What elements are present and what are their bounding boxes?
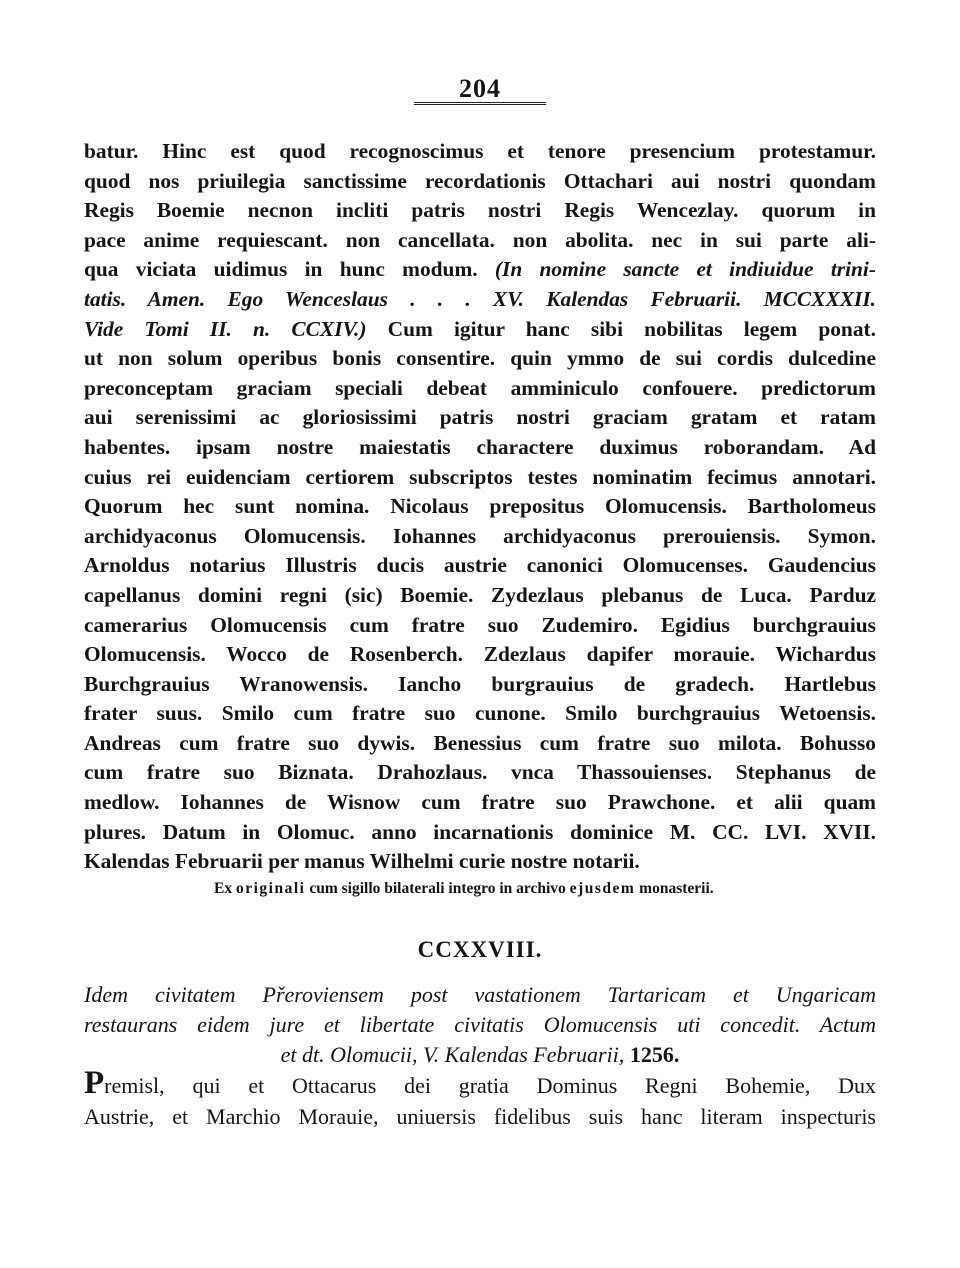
summary-line xyxy=(84,1040,876,1070)
header-rule xyxy=(414,102,546,107)
opening-line: Austrie, et Marchio Morauie, uniuersis fidelibus suis hanc literam inspecturis xyxy=(84,1104,876,1129)
text-line: preconceptam graciam speciali debeat amminiculo confouere. predictorum xyxy=(84,375,876,400)
summary-text: et dt. Olomucii, V. Kalendas Februarii, xyxy=(280,1041,625,1067)
source-note-spaced: originali xyxy=(235,880,306,897)
text-segment: qua viciata uidimus in hunc modum. xyxy=(84,257,478,282)
text-line: ut non solum operibus bonis consentire. quin ymmo de sui cordis dulcedine xyxy=(84,346,876,371)
italic-citation: Vide Tomi II. n. CCXIV.) xyxy=(84,316,367,341)
text-line: capellanus domini regni (sic) Boemie. Zydezlaus plebanus de Luca. Parduz xyxy=(84,582,876,607)
text-line xyxy=(84,255,876,285)
text-line: habentes. ipsam nostre maiestatis charactere duximus roborandam. Ad xyxy=(84,434,876,459)
source-note-text: cum sigillo bilaterali integro in archivo xyxy=(309,880,566,897)
drop-capital: P xyxy=(84,1065,105,1101)
text-line: Burchgrauius Wranowensis. Iancho burgrauius de gradech. Hartlebus xyxy=(84,671,876,696)
text-line: frater suus. Smilo cum fratre suo cunone. Smilo burchgrauius Wetoensis. xyxy=(84,701,876,726)
summary-line: Idem civitatem Přeroviensem post vastationem Tartaricam et Ungaricam xyxy=(84,982,876,1007)
text-line: cum fratre suo Biznata. Drahozlaus. vnca Thassouienses. Stephanus de xyxy=(84,760,876,785)
opening-text: remisl, qui et Ottacarus dei gratia Dominus Regni Bohemie, Dux xyxy=(104,1073,876,1098)
text-segment: Cum igitur hanc sibi nobilitas legem ponat. xyxy=(387,316,876,341)
text-line: Arnoldus notarius Illustris ducis austrie canonici Olomucenses. Gaudencius xyxy=(84,553,876,578)
text-line: cuius rei euidenciam certiorem subscriptos testes nominatim fecimus annotari. xyxy=(84,464,876,489)
text-line: aui serenissimi ac gloriosissimi patris nostri graciam gratam et ratam xyxy=(84,405,876,430)
source-note-text: Ex xyxy=(214,880,233,897)
text-line: pace anime requiescant. non cancellata. non abolita. nec in sui parte ali- xyxy=(84,227,876,252)
text-line: Kalendas Februarii per manus Wilhelmi curie nostre notarii. xyxy=(84,849,640,874)
source-note-spaced: ejusdem xyxy=(569,880,636,897)
source-note xyxy=(214,880,854,898)
text-line: batur. Hinc est quod recognoscimus et tenore presencium protestamur. xyxy=(84,139,876,163)
text-line: Regis Boemie necnon incliti patris nostri Regis Wencezlay. quorum in xyxy=(84,198,876,223)
italic-citation: (In nomine sancte et indiuidue trini- xyxy=(494,257,876,282)
charter-opening xyxy=(84,1065,876,1132)
text-line: plures. Datum in Olomuc. anno incarnationis dominice M. CC. LVI. XVII. xyxy=(84,819,876,844)
text-line: medlow. Iohannes de Wisnow cum fratre suo Prawchone. et alii quam xyxy=(84,790,876,815)
source-note-text: monasterii. xyxy=(639,880,714,897)
page-number: 204 xyxy=(459,74,501,103)
text-line: camerarius Olomucensis cum fratre suo Zudemiro. Egidius burchgrauius xyxy=(84,612,876,637)
text-line: archidyaconus Olomucensis. Iohannes archidyaconus prerouiensis. Symon. xyxy=(84,523,876,548)
text-line: quod nos priuilegia sanctissime recordationis Ottachari aui nostri quondam xyxy=(84,168,876,193)
text-line: Quorum hec sunt nomina. Nicolaus prepositus Olomucensis. Bartholomeus xyxy=(84,494,876,519)
text-line xyxy=(84,315,876,345)
summary-year: 1256. xyxy=(629,1041,680,1067)
charter-text xyxy=(84,137,876,877)
summary-line: restaurans eidem jure et libertate civitatis Olomucensis uti concedit. Actum xyxy=(84,1011,876,1037)
document-number: CCXXVIII. xyxy=(417,937,543,962)
document-summary xyxy=(84,980,876,1069)
italic-citation-line: tatis. Amen. Ego Wenceslaus . . . XV. Kalendas Februarii. MCCXXXII. xyxy=(84,286,876,311)
text-line: Andreas cum fratre suo dywis. Benessius cum fratre suo milota. Bohusso xyxy=(84,730,876,755)
opening-line xyxy=(84,1065,876,1101)
text-line: Olomucensis. Wocco de Rosenberch. Zdezlaus dapifer morauie. Wichardus xyxy=(84,642,876,667)
